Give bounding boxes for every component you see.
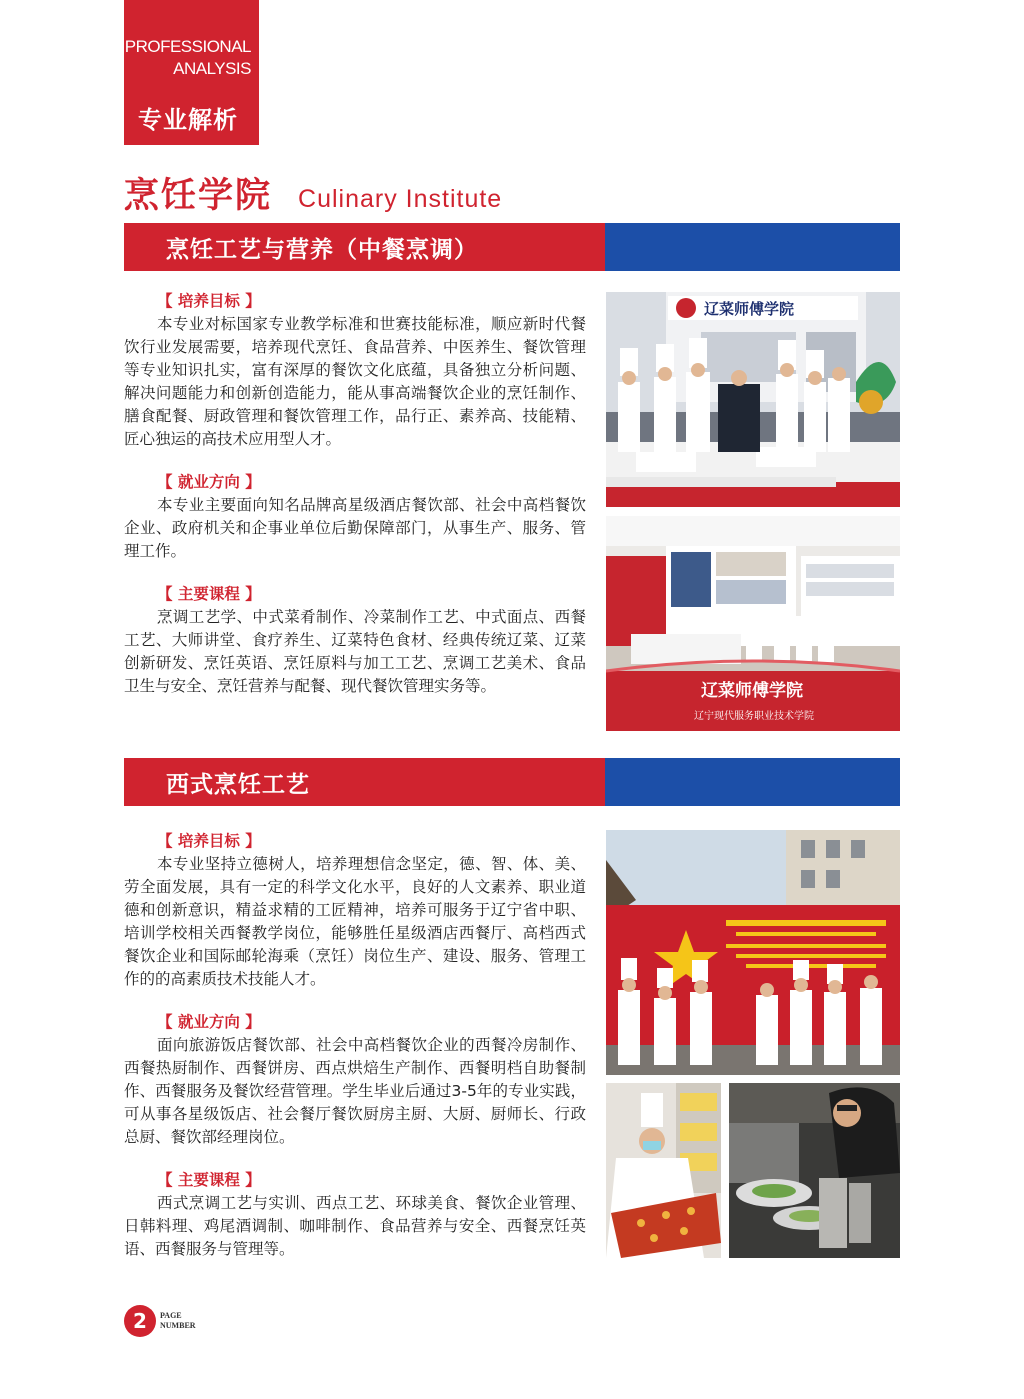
section-1-title: 烹饪工艺与营养（中餐烹调）	[124, 223, 605, 271]
badge-en-line2: ANALYSIS	[173, 59, 251, 78]
section-1-header	[124, 223, 900, 271]
competition-team-photo	[606, 830, 900, 1075]
section-2-header	[124, 758, 900, 806]
page-title-cn: 烹饪学院	[124, 176, 273, 216]
course-heading-1: 【 主要课程 】	[157, 585, 261, 603]
goal-heading-1: 【 培养目标 】	[157, 292, 261, 310]
section-badge	[124, 0, 259, 145]
career-heading-1: 【 就业方向 】	[157, 473, 261, 491]
photo1-sign-text: 辽菜师傅学院	[704, 300, 795, 318]
course-text-1: 烹调工艺学、中式菜肴制作、冷菜制作工艺、中式面点、西餐工艺、大师讲堂、食疗养生、辽菜特色食材、经典传统辽菜、辽菜创新研发、烹饪英语、烹饪原料与加工工艺、烹调工艺美术、食品卫生与安全、烹饪营养与配餐、现代餐饮管理实务等。	[124, 608, 586, 695]
chef-pizza-photo	[606, 1083, 721, 1258]
page-title-en: Culinary Institute	[298, 185, 503, 213]
course-heading-2: 【 主要课程 】	[157, 1171, 261, 1189]
section-2-title: 西式烹饪工艺	[124, 758, 605, 806]
section-1-blue-band	[605, 223, 900, 271]
goal-text-1: 本专业对标国家专业教学标准和世赛技能标准，顺应新时代餐饮行业发展需要，培养现代烹饪、食品营养、中医养生、餐饮管理等专业知识扎实，富有深厚的餐饮文化底蕴，具备独立分析问题、解决问题能力和创新创造能力，能从事高端餐饮企业的烹饪制作、膳食配餐、厨政管理和餐饮管理工作，品行正、素养高、技能精、匠心独运的高技术应用型人才。	[124, 315, 586, 448]
goal-heading-2: 【 培养目标 】	[157, 832, 261, 850]
photo2-sub-text: 辽宁现代服务职业技术学院	[694, 711, 814, 722]
page-label-line1: PAGE	[160, 1311, 182, 1320]
page-number-label	[160, 1311, 196, 1331]
section-1-text	[124, 290, 586, 718]
career-text-1: 本专业主要面向知名品牌高星级酒店餐饮部、社会中高档餐饮企业、政府机关和企事业单位后勤保障部门，从事生产、服务、管理工作。	[124, 496, 586, 560]
plating-photo	[729, 1083, 900, 1258]
career-text-2: 面向旅游饭店餐饮部、社会中高档餐饮企业的西餐冷房制作、西餐热厨制作、西餐饼房、西点烘焙生产制作、西餐明档自助餐制作、西餐服务及餐饮经营管理。学生毕业后通过3-5年的专业实践，可从事各星级饭店、社会餐厅餐饮厨房主厨、大厨、厨师长、行政总厨、餐饮部经理岗位。	[124, 1036, 586, 1146]
page-number	[124, 1305, 196, 1337]
badge-en-line1: PROFESSIONAL	[124, 37, 251, 56]
photo2-sign-text: 辽菜师傅学院	[701, 681, 803, 701]
goal-text-2: 本专业坚持立德树人，培养理想信念坚定，德、智、体、美、劳全面发展，具有一定的科学文化水平，良好的人文素养、职业道德和创新意识，精益求精的工匠精神，培养可服务于辽宁省中职、培训学校相关西餐教学岗位，能够胜任星级酒店西餐厅、高档西式餐饮企业和国际邮轮海乘（烹饪）岗位生产、建设、服务、管理工作的的高素质技术技能人才。	[124, 855, 586, 988]
section-2-blue-band	[605, 758, 900, 806]
badge-chinese: 专业解析	[138, 106, 238, 134]
section-2-text	[124, 830, 586, 1281]
badge-english	[125, 36, 251, 80]
exhibition-booth-photo	[606, 516, 900, 731]
course-text-2: 西式烹调工艺与实训、西点工艺、环球美食、餐饮企业管理、日韩料理、鸡尾酒调制、咖啡制作、食品营养与安全、西餐烹饪英语、西餐服务与管理等。	[124, 1194, 586, 1258]
chefs-exhibition-photo	[606, 292, 900, 507]
page-number-circle: 2	[124, 1305, 156, 1337]
page-title	[124, 168, 502, 218]
page-label-line2: NUMBER	[160, 1321, 196, 1330]
career-heading-2: 【 就业方向 】	[157, 1013, 261, 1031]
